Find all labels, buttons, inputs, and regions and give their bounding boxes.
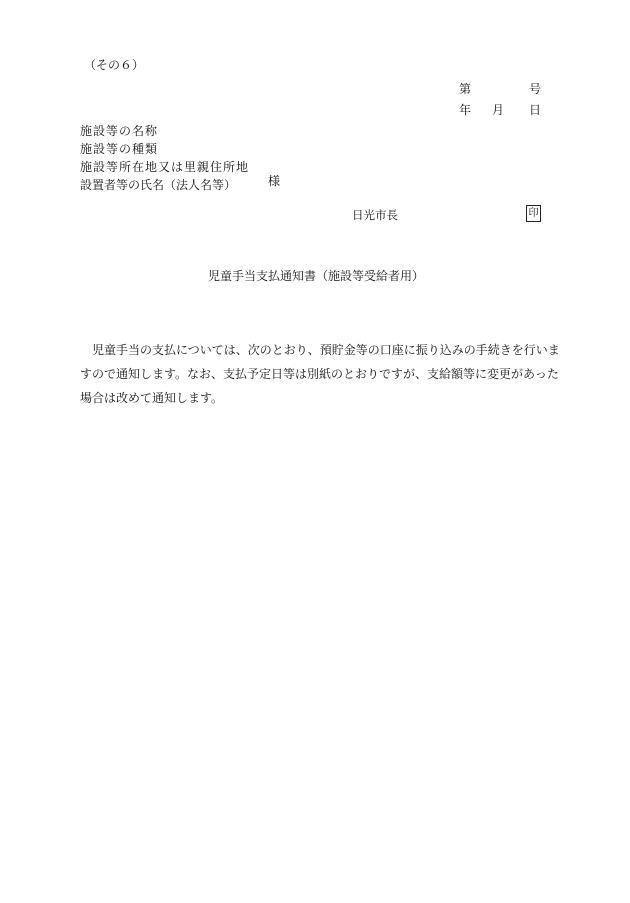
founder-name-label: 設置者等の氏名（法人名等）: [80, 178, 237, 192]
body-line: 場合は改めて通知します。: [80, 391, 224, 405]
document-title: 児童手当支払通知書（施設等受給者用）: [208, 269, 425, 283]
facility-address-label: 施設等所在地又は里親住所地: [80, 160, 250, 174]
body-line: すので通知します。なお、支払予定日等は別紙のとおりですが、支給額等に変更があった: [80, 367, 559, 381]
facility-name-label: 施設等の名称: [80, 124, 159, 138]
body-line: 児童手当の支払については、次のとおり、預貯金等の口座に振り込みの手続きを行いま: [92, 343, 560, 357]
document-number-prefix: 第: [459, 82, 472, 96]
document-number-suffix: 号: [529, 82, 542, 96]
recipient-block: [80, 124, 249, 196]
date-day-label: 日: [529, 103, 542, 117]
date-year-label: 年: [459, 103, 472, 117]
form-number: （その６）: [84, 58, 145, 72]
honorific: 様: [268, 174, 281, 188]
date-month-label: 月: [492, 103, 505, 117]
sender-mayor: 日光市長: [352, 208, 398, 222]
facility-type-label: 施設等の種類: [80, 142, 159, 156]
seal-stamp: 印: [526, 205, 541, 222]
body-paragraph: [80, 338, 560, 410]
